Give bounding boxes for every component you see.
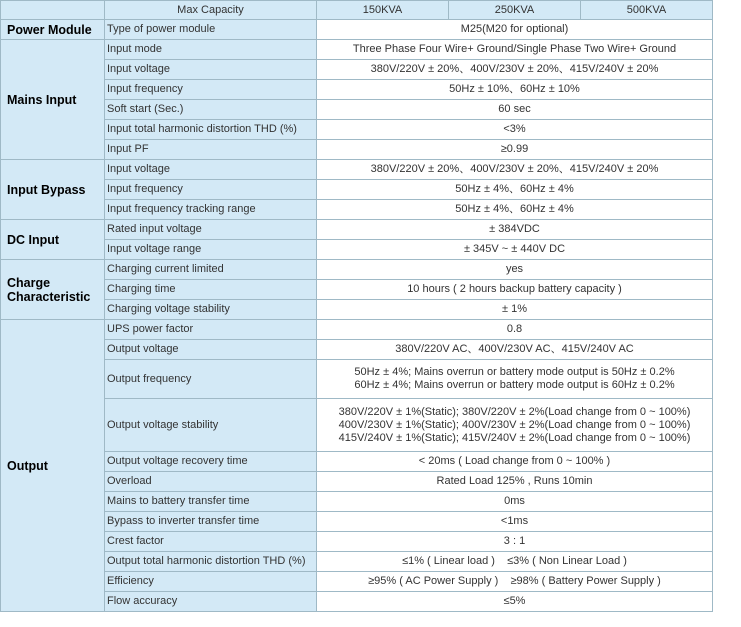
spec-value: 50Hz ± 4%、60Hz ± 4% <box>317 180 713 200</box>
spec-row <box>1 60 713 80</box>
spec-row <box>1 100 713 120</box>
param-label: Crest factor <box>105 532 317 552</box>
spec-value-line: 380V/220V ± 1%(Static); 380V/220V ± 2%(Load change from 0 ~ 100%) <box>338 405 691 418</box>
param-label: Output voltage <box>105 340 317 360</box>
category-input-bypass: Input Bypass <box>1 160 105 220</box>
param-label: Type of power module <box>105 20 317 40</box>
spec-value: 50Hz ± 10%、60Hz ± 10% <box>317 80 713 100</box>
spec-value: ± 345V ~ ± 440V DC <box>317 240 713 260</box>
param-label: Flow accuracy <box>105 592 317 612</box>
param-label: Output total harmonic distortion THD (%) <box>105 552 317 572</box>
spec-row <box>1 280 713 300</box>
param-label: Charging current limited <box>105 260 317 280</box>
spec-value: 10 hours ( 2 hours backup battery capacity ) <box>317 280 713 300</box>
spec-row <box>1 220 713 240</box>
spec-row <box>1 360 713 399</box>
capacity-250kva: 250KVA <box>449 1 581 20</box>
spec-value-line: 60Hz ± 4%; Mains overrun or battery mode output is 60Hz ± 0.2% <box>354 379 675 391</box>
param-label: Input voltage <box>105 160 317 180</box>
param-label: Output frequency <box>105 360 317 399</box>
param-label: Efficiency <box>105 572 317 592</box>
spec-value: ± 1% <box>317 300 713 320</box>
spec-row <box>1 572 713 592</box>
spec-value: ≤1% ( Linear load ) ≤3% ( Non Linear Load ) <box>317 552 713 572</box>
capacity-150kva: 150KVA <box>317 1 449 20</box>
category-output: Output <box>1 320 105 612</box>
spec-row <box>1 120 713 140</box>
param-label: Input voltage <box>105 60 317 80</box>
param-label: Charging time <box>105 280 317 300</box>
param-label: Bypass to inverter transfer time <box>105 512 317 532</box>
spec-row <box>1 160 713 180</box>
spec-value: Three Phase Four Wire+ Ground/Single Phase Two Wire+ Ground <box>317 40 713 60</box>
spec-value: 60 sec <box>317 100 713 120</box>
spec-value: 380V/220V AC、400V/230V AC、415V/240V AC <box>317 340 713 360</box>
param-label: Input PF <box>105 140 317 160</box>
spec-value: ± 384VDC <box>317 220 713 240</box>
spec-value: yes <box>317 260 713 280</box>
param-label: UPS power factor <box>105 320 317 340</box>
spec-value: Rated Load 125% , Runs 10min <box>317 472 713 492</box>
category-dc-input: DC Input <box>1 220 105 260</box>
param-label: Input frequency <box>105 80 317 100</box>
param-label: Rated input voltage <box>105 220 317 240</box>
spec-row <box>1 399 713 452</box>
spec-value-multiline <box>317 399 713 452</box>
spec-value: <1ms <box>317 512 713 532</box>
spec-row <box>1 340 713 360</box>
spec-row <box>1 80 713 100</box>
spec-value: <3% <box>317 120 713 140</box>
spec-value: M25(M20 for optional) <box>317 20 713 40</box>
param-label: Mains to battery transfer time <box>105 492 317 512</box>
spec-row <box>1 532 713 552</box>
spec-row <box>1 492 713 512</box>
spec-row <box>1 260 713 280</box>
param-label: Charging voltage stability <box>105 300 317 320</box>
spec-value-multiline <box>317 360 713 399</box>
spec-row <box>1 180 713 200</box>
spec-row <box>1 240 713 260</box>
spec-row <box>1 20 713 40</box>
param-label: Input frequency tracking range <box>105 200 317 220</box>
spec-value: 380V/220V ± 20%、400V/230V ± 20%、415V/240V ± 20% <box>317 160 713 180</box>
category-mains-input: Mains Input <box>1 40 105 160</box>
spec-value: ≥95% ( AC Power Supply ) ≥98% ( Battery Power Supply ) <box>317 572 713 592</box>
spec-value-line: 415V/240V ± 1%(Static); 415V/240V ± 2%(Load change from 0 ~ 100%) <box>338 431 691 444</box>
param-label: Soft start (Sec.) <box>105 100 317 120</box>
spec-value-line: 50Hz ± 4%; Mains overrun or battery mode output is 50Hz ± 0.2% <box>354 366 675 378</box>
spec-row <box>1 472 713 492</box>
spec-row <box>1 200 713 220</box>
spec-row <box>1 512 713 532</box>
spec-value: 0.8 <box>317 320 713 340</box>
spec-row <box>1 552 713 572</box>
param-label: Overload <box>105 472 317 492</box>
category-charge-characteristic: Charge Characteristic <box>1 260 105 320</box>
param-label: Input frequency <box>105 180 317 200</box>
spec-row <box>1 592 713 612</box>
spec-value: 3 : 1 <box>317 532 713 552</box>
spec-value: ≤5% <box>317 592 713 612</box>
spec-value: 380V/220V ± 20%、400V/230V ± 20%、415V/240V ± 20% <box>317 60 713 80</box>
spec-row <box>1 452 713 472</box>
spec-row <box>1 140 713 160</box>
spec-value: 0ms <box>317 492 713 512</box>
param-label: Input total harmonic distortion THD (%) <box>105 120 317 140</box>
param-label: Output voltage recovery time <box>105 452 317 472</box>
param-label: Input voltage range <box>105 240 317 260</box>
spec-value: ≥0.99 <box>317 140 713 160</box>
spec-value: < 20ms ( Load change from 0 ~ 100% ) <box>317 452 713 472</box>
param-label: Output voltage stability <box>105 399 317 452</box>
category-power-module: Power Module <box>1 20 105 40</box>
spec-row <box>1 40 713 60</box>
param-label: Input mode <box>105 40 317 60</box>
header-blank-cell <box>1 1 105 20</box>
header-row <box>1 1 713 20</box>
spec-value-line: 400V/230V ± 1%(Static); 400V/230V ± 2%(Load change from 0 ~ 100%) <box>338 418 691 431</box>
spec-row <box>1 300 713 320</box>
spec-row <box>1 320 713 340</box>
capacity-500kva: 500KVA <box>581 1 713 20</box>
max-capacity-label: Max Capacity <box>105 1 317 20</box>
spec-value: 50Hz ± 4%、60Hz ± 4% <box>317 200 713 220</box>
